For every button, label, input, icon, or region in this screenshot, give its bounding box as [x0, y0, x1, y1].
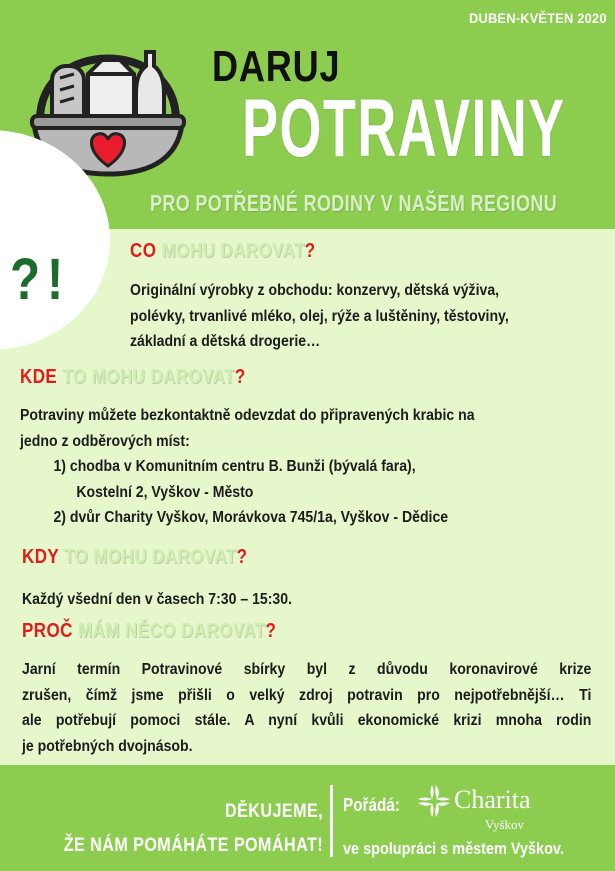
footer-banner	[0, 765, 615, 871]
kde-place: Kostelní 2, Vyškov - Město	[76, 483, 254, 501]
campaign-date: DUBEN-KVĚTEN 2020	[469, 10, 607, 26]
heading-kde-question: ?	[234, 366, 246, 388]
title-potraviny: POTRAVINY	[242, 83, 566, 174]
proc-text	[22, 657, 591, 759]
thanks-line: ŽE NÁM POMÁHÁTE POMÁHAT!	[63, 835, 323, 856]
heading-kde-keyword: KDE	[20, 366, 58, 388]
heading-co	[130, 240, 316, 263]
heading-co-keyword: CO	[130, 240, 157, 262]
heading-kdy-question: ?	[236, 546, 248, 568]
heading-proc-keyword: PROČ	[22, 620, 73, 642]
kdy-text: Každý všední den v časech 7:30 – 15:30.	[22, 591, 293, 608]
proc-line: Jarní termín Potravinové sbírky byl z důvodu koronavirové krize	[22, 661, 592, 678]
co-line: základní a dětská drogerie…	[130, 333, 321, 350]
proc-line: je potřebných dvojnásob.	[22, 737, 193, 755]
proc-line: ale potřebují pomoci stále. A nyní kvůli ekonomické krizi mnoha rodin	[22, 712, 592, 729]
charita-cross-icon	[416, 783, 452, 819]
co-line: Originální výrobky z obchodu: konzervy, dětská výživa,	[130, 282, 500, 299]
heading-kde	[20, 366, 246, 389]
thanks-message	[64, 795, 323, 863]
heading-proc-rest: MÁM NĚCO DAROVAT	[72, 620, 266, 642]
title-daruj: DARUJ	[212, 42, 341, 91]
organizer-label: Pořádá:	[343, 795, 400, 815]
heading-kdy	[22, 546, 247, 569]
cooperation-note: ve spolupráci s městem Vyškov.	[343, 839, 564, 858]
heading-kdy-rest: TO MOHU DAROVAT	[58, 546, 237, 568]
kde-text	[20, 403, 583, 531]
question-exclamation-mark: ?!	[10, 247, 71, 312]
heading-proc	[22, 620, 276, 643]
heading-proc-question: ?	[265, 620, 277, 642]
proc-line: zrušen, čímž jsme přišli o velký zdroj potravin pro nejpotřebnější… Ti	[22, 686, 592, 704]
co-line: polévky, trvanlivé mléko, olej, rýže a luštěniny, těstoviny,	[130, 307, 509, 325]
thanks-line: DĚKUJEME,	[224, 801, 323, 822]
subtitle: PRO POTŘEBNÉ RODINY V NAŠEM REGIONU	[150, 190, 558, 216]
charita-name: Charita	[454, 785, 531, 814]
heading-co-question: ?	[304, 240, 316, 262]
co-text	[130, 278, 570, 355]
heading-kde-rest: TO MOHU DAROVAT	[57, 366, 235, 388]
footer-divider	[330, 785, 333, 857]
heading-kdy-keyword: KDY	[22, 546, 59, 568]
charita-city: Vyškov	[485, 817, 525, 832]
kde-line: Potraviny můžete bezkontaktně odevzdat do připravených krabic na	[20, 407, 475, 424]
heading-co-rest: MOHU DAROVAT	[156, 240, 305, 262]
kde-place: 1) chodba v Komunitním centru B. Bunži (bývalá fara),	[53, 458, 416, 475]
kde-place: 2) dvůr Charity Vyškov, Morávkova 745/1a, Vyškov - Dědice	[53, 509, 449, 526]
kde-line: jedno z odběrových míst:	[20, 432, 190, 450]
